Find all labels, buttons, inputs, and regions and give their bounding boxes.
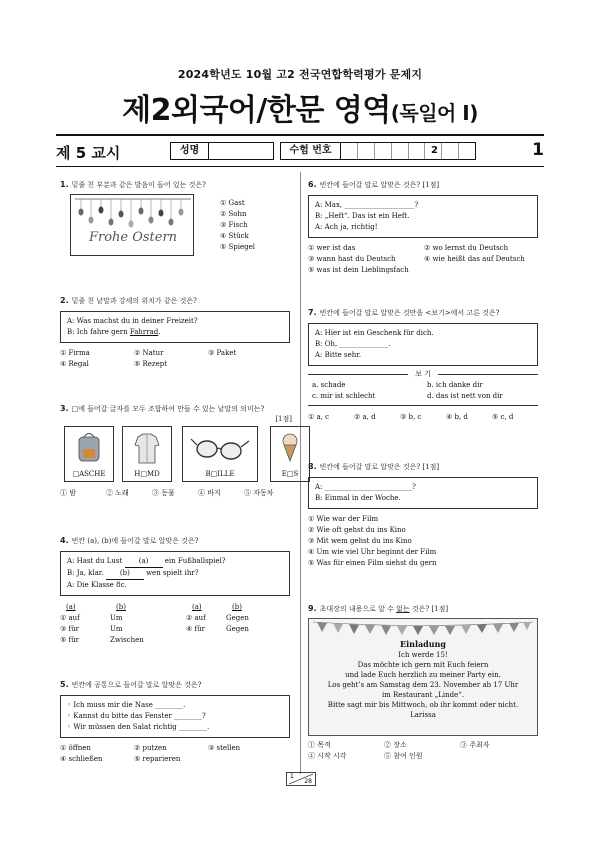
question-9-option[interactable]: ① 목적 [308, 741, 331, 749]
question-4-title [60, 536, 292, 546]
question-6-points: [1점] [422, 181, 440, 189]
question-2-dialog [60, 311, 290, 343]
dialog-text: ein Fußballspiel? [162, 557, 226, 565]
invitation-title: Einladung [400, 639, 446, 649]
sentence-line: ◦ Ich muss mir die Nase ________. [67, 701, 186, 709]
question-6-option[interactable]: ③ wann hast du Deutsch [308, 255, 396, 263]
column-head-b: (b) [232, 603, 242, 611]
name-label: 성명 [171, 143, 209, 159]
exam-cell [459, 143, 475, 159]
dialog-line [67, 556, 283, 568]
question-8-points: [1점] [422, 463, 440, 471]
question-2-title [60, 296, 292, 306]
option-a: ⑤ für [60, 636, 79, 644]
question-3-option[interactable]: ⑤ 자동차 [244, 489, 274, 497]
question-9-text: 초대장의 내용으로 알 수 [319, 605, 397, 613]
option-a: ① auf [60, 614, 80, 622]
question-6-dialog [308, 195, 538, 238]
dialog-line: A: Max, ____________________? [315, 201, 419, 209]
page-number: 1 [532, 140, 544, 160]
question-5-option[interactable]: ③ stellen [208, 744, 241, 752]
question-5-number: 5. [60, 680, 69, 689]
exam-cell [442, 143, 459, 159]
question-5-sentences [60, 695, 290, 738]
exam-number-cells [341, 143, 475, 159]
question-8-option[interactable]: ⑤ Was für einen Film siehst du gern [308, 559, 437, 567]
question-5 [60, 680, 292, 765]
easter-image [70, 194, 194, 256]
ice-cream-icon [271, 427, 309, 469]
picture-label: □ASCHE [72, 470, 106, 478]
invitation-line: Los geht’s am Samstag dem 23. November ab 17 Uhr [327, 681, 519, 689]
question-1 [60, 180, 292, 251]
question-4-option[interactable] [60, 635, 144, 646]
question-9 [308, 604, 544, 762]
question-3-option[interactable]: ④ 바지 [198, 489, 221, 497]
question-9-option[interactable]: ② 장소 [384, 741, 407, 749]
main-title-sub: (독일어 Ⅰ) [390, 101, 478, 125]
exam-cell [375, 143, 392, 159]
question-3 [60, 404, 299, 499]
exam-cell [341, 143, 358, 159]
question-9-option[interactable]: ⑤ 참여 인원 [384, 752, 423, 760]
dialog-line: A: Bitte sehr. [315, 351, 362, 359]
question-9-number: 9. [308, 604, 317, 613]
name-box [170, 142, 274, 160]
question-6-option[interactable]: ④ wie heißt das auf Deutsch [424, 255, 525, 263]
question-3-text: □에 들어갈 글자를 모두 조합하여 만들 수 있는 낱말의 의미는? [71, 405, 265, 413]
question-3-option[interactable]: ① 밤 [60, 489, 76, 497]
invitation-line: Bitte sagt mir bis Mittwoch, ob ihr kommt oder nicht. [327, 701, 519, 709]
question-4-text: 빈칸 (a), (b)에 들어갈 말로 알맞은 것은? [71, 537, 199, 545]
question-3-points: [1점] [275, 415, 292, 423]
bunting-decoration [309, 619, 537, 635]
bokit-choice: b. ich danke dir [427, 381, 483, 389]
question-7-option[interactable]: ① a, c [308, 413, 330, 421]
bag-icon [65, 427, 113, 469]
question-1-text: 밑줄 친 부분과 같은 발음이 들어 있는 것은? [71, 181, 206, 189]
question-3-option[interactable]: ③ 동물 [152, 489, 175, 497]
question-3-number: 3. [60, 404, 69, 413]
bokit-header [308, 370, 538, 378]
footer-page-indicator [286, 772, 316, 786]
question-6-number: 6. [308, 180, 317, 189]
header-rule-bottom [56, 166, 544, 167]
dialog-line: A: Ach ja, richtig! [315, 223, 378, 231]
question-8-option[interactable]: ③ Mit wem gehst du ins Kino [308, 537, 412, 545]
question-4-option[interactable] [60, 624, 123, 635]
question-1-option[interactable]: ④ Stück [220, 232, 249, 240]
exam-number-label: 수험 번호 [281, 143, 341, 159]
question-6-title [308, 180, 544, 190]
column-head-a: (a) [192, 603, 202, 611]
question-7-bokit [308, 370, 538, 406]
bokit-choice: d. das ist nett von dir [427, 392, 503, 400]
header-rule [56, 134, 544, 136]
invitation-line: Das möchte ich gern mit Euch feiern [357, 661, 489, 669]
picture-shirt [122, 426, 172, 482]
question-9-text-end: 것은? [409, 605, 430, 613]
question-8-options [308, 514, 544, 569]
main-title [0, 85, 600, 129]
question-8-option[interactable]: ④ Um wie viel Uhr beginnt der Film [308, 548, 437, 556]
question-6-option[interactable]: ⑤ was ist dein Lieblingsfach [308, 266, 409, 274]
question-6 [308, 180, 544, 276]
dialog-line [67, 568, 283, 580]
question-9-underlined: 없는 [396, 605, 410, 613]
question-7 [308, 308, 544, 423]
question-1-option[interactable]: ② Sohn [220, 210, 247, 218]
question-4-dialog [60, 551, 290, 596]
question-1-number: 1. [60, 180, 69, 189]
bokit-bottom-rule [308, 405, 538, 406]
main-title-text: 제2외국어/한문 영역 [122, 93, 391, 128]
exam-number-value: 2 [431, 145, 438, 156]
option-a: ④ für [186, 625, 205, 633]
question-8-option[interactable]: ① Wie war der Film [308, 515, 379, 523]
question-4-option[interactable] [186, 613, 249, 624]
picture-label: H□MD [134, 470, 160, 478]
question-5-option[interactable]: ① öffnen [60, 744, 91, 752]
question-4-number: 4. [60, 536, 69, 545]
question-2-option[interactable]: ② Natur [134, 349, 164, 357]
column-head-a: (a) [66, 603, 76, 611]
option-b: Gegen [226, 614, 249, 622]
question-7-text: 빈칸에 들어갈 말로 알맞은 것만을 <보기>에서 고른 것은? [319, 309, 500, 317]
question-2-options [60, 348, 292, 370]
question-6-option[interactable]: ② wo lernst du Deutsch [424, 244, 509, 252]
dialog-line: B: Oh, ______________. [315, 340, 391, 348]
footer-total-pages: 28 [304, 778, 312, 785]
blank-b: (b) [106, 568, 144, 580]
option-a: ② auf [186, 614, 206, 622]
dialog-line: B: „Heft“. Das ist ein Heft. [315, 212, 410, 220]
question-2-option[interactable]: ⑤ Rezept [134, 360, 168, 368]
option-b: Um [110, 614, 123, 622]
question-2-number: 2. [60, 296, 69, 305]
invitation-card [308, 618, 538, 736]
question-7-dialog [308, 323, 538, 366]
picture-label: E□S [281, 470, 299, 478]
invitation-signature: Larissa [410, 711, 436, 719]
question-1-title [60, 180, 292, 190]
dialog-text: A: Hast du Lust [67, 557, 125, 565]
bokit-choices [308, 380, 538, 402]
question-4 [60, 536, 292, 648]
sentence-line: ◦ Wir müssen den Salat richtig ________. [67, 723, 210, 731]
question-8-option[interactable]: ② Wie oft gehst du ins Kino [308, 526, 406, 534]
dialog-line [67, 327, 283, 338]
easter-eggs-illustration [71, 195, 195, 257]
invitation-text [309, 639, 537, 720]
option-b: Gegen [226, 625, 249, 633]
question-1-options [220, 198, 255, 253]
invitation-line: Ich werde 15! [398, 651, 448, 659]
question-7-option[interactable]: ⑤ c, d [492, 413, 514, 421]
dialog-line: A: Die Klasse 8c. [67, 581, 127, 589]
question-4-options [60, 602, 292, 648]
question-9-option[interactable]: ③ 주최자 [460, 741, 490, 749]
question-7-options [308, 412, 544, 423]
question-5-option[interactable]: ④ schließen [60, 755, 103, 763]
question-8-number: 8. [308, 462, 317, 471]
easter-greeting: Frohe Ostern [88, 230, 178, 245]
question-7-number: 7. [308, 308, 317, 317]
question-3-options [60, 488, 292, 499]
question-7-option[interactable]: ③ b, c [400, 413, 422, 421]
dialog-line: A: _________________________? [315, 483, 416, 491]
question-9-title [308, 604, 544, 614]
question-6-options [308, 243, 544, 276]
sentence-line: ◦ Kannst du bitte das Fenster ________? [67, 712, 206, 720]
blank-a: (a) [125, 556, 163, 568]
shirt-icon [123, 427, 171, 469]
exam-cell [409, 143, 426, 159]
question-3-option[interactable]: ② 노래 [106, 489, 129, 497]
option-b: Zwischen [110, 636, 144, 644]
column-head-b: (b) [116, 603, 126, 611]
exam-number-box [280, 142, 476, 160]
glasses-icon [183, 427, 257, 469]
question-2 [60, 296, 292, 370]
picture-bag [64, 426, 114, 482]
question-5-option[interactable]: ⑤ reparieren [134, 755, 181, 763]
question-4-option[interactable] [186, 624, 249, 635]
dialog-text: . [158, 328, 161, 336]
dialog-text: wen spielt ihr? [143, 569, 199, 577]
question-7-option[interactable]: ② a, d [354, 413, 376, 421]
underlined-word: Fahrrad [129, 328, 159, 336]
footer-current-page: 1 [290, 773, 294, 780]
question-3-title [60, 404, 292, 414]
bokit-label: 보 기 [408, 370, 438, 378]
question-2-option[interactable]: ③ Paket [208, 349, 237, 357]
question-2-text: 밑줄 친 낱말과 강세의 위치가 같은 것은? [71, 297, 197, 305]
dialog-line: A: Hier ist ein Geschenk für dich. [315, 329, 434, 337]
question-6-text: 빈칸에 들어갈 말로 알맞은 것은? [319, 181, 421, 189]
question-2-option[interactable]: ① Firma [60, 349, 90, 357]
bokit-choice: c. mir ist schlecht [312, 392, 376, 400]
question-5-text: 빈칸에 공통으로 들어갈 말로 알맞은 것은? [71, 681, 202, 689]
question-4-option[interactable] [60, 613, 123, 624]
question-5-option[interactable]: ② putzen [134, 744, 167, 752]
option-b: Um [110, 625, 123, 633]
dialog-text: B: Ich fahre gern [67, 328, 130, 336]
question-1-option[interactable]: ③ Fisch [220, 221, 248, 229]
question-6-option[interactable]: ① wer ist das [308, 244, 356, 252]
invitation-line: und lade Euch herzlich zu meiner Party ein. [345, 671, 501, 679]
invitation-line: im Restaurant „Linde“. [381, 691, 465, 699]
dialog-text: B: Ja, klar. [67, 569, 106, 577]
picture-icecream [270, 426, 310, 482]
question-1-option[interactable]: ① Gast [220, 199, 245, 207]
session-label: 제 5 교시 [56, 144, 121, 162]
question-9-points: [1점] [431, 605, 449, 613]
question-8-title [308, 462, 544, 472]
question-5-options [60, 743, 292, 765]
option-a: ③ für [60, 625, 79, 633]
picture-label: B□ILLE [205, 470, 235, 478]
header-row [56, 142, 544, 162]
question-7-option[interactable]: ④ b, d [446, 413, 468, 421]
dialog-line: B: Einmal in der Woche. [315, 494, 401, 502]
exam-cell [392, 143, 409, 159]
exam-cell [358, 143, 375, 159]
question-1-option[interactable]: ⑤ Spiegel [220, 243, 256, 251]
dialog-line: A: Was machst du in deiner Freizeit? [67, 317, 198, 325]
top-title: 2024학년도 10월 고2 전국연합학력평가 문제지 [177, 68, 423, 81]
question-5-title [60, 680, 292, 690]
question-8-dialog [308, 477, 538, 509]
question-7-title [308, 308, 544, 318]
question-2-option[interactable]: ④ Regal [60, 360, 89, 368]
question-3-pictures [60, 426, 299, 484]
picture-glasses [182, 426, 258, 482]
question-9-options [308, 740, 544, 762]
bokit-choice: a. schade [312, 381, 346, 389]
question-8-text: 빈칸에 들어갈 말로 알맞은 것은? [319, 463, 421, 471]
question-8 [308, 462, 544, 569]
question-9-option[interactable]: ④ 시작 시각 [308, 752, 347, 760]
